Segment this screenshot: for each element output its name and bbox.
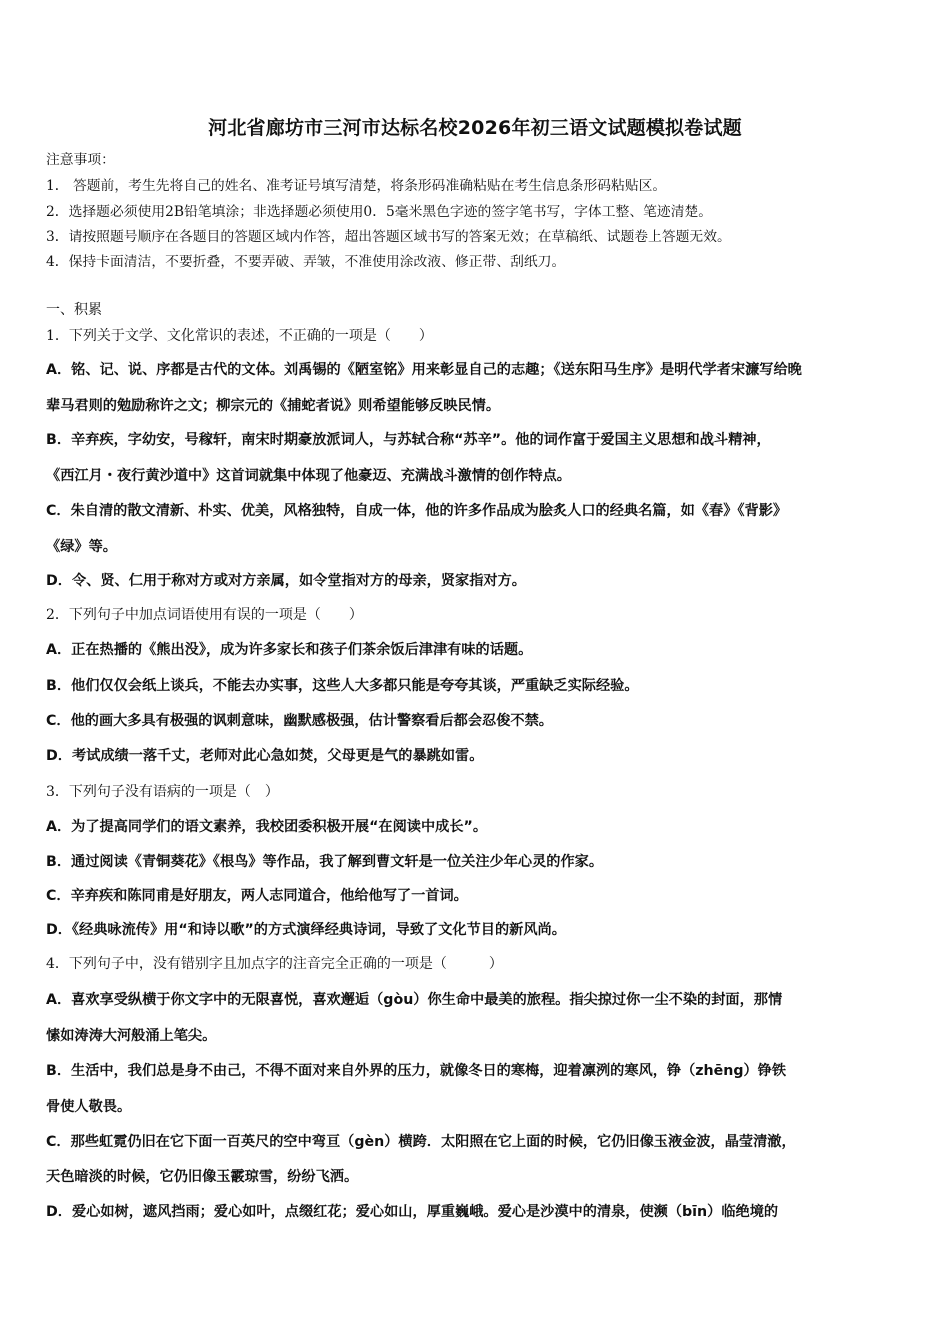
q3-option-d: D．《经典咏流传》用“和诗以歌”的方式演绎经典诗词，导致了文化节目的新风尚。 bbox=[46, 922, 566, 938]
q2-option-a: A．正在热播的《熊出没》，成为许多家长和孩子们茶余饭后津津有味的话题。 bbox=[46, 642, 533, 658]
q1-option-c-line2: 《绿》等。 bbox=[46, 539, 117, 555]
q1-option-a-line1: A．铭、记、说、序都是古代的文体。刘禹锡的《陋室铭》用来彰显自己的志趣；《送东阳马生序》是明代学者宋濂写给晚 bbox=[46, 362, 802, 378]
notice-item-1: 1． 答题前，考生先将自己的姓名、准考证号填写清楚，将条形码准确粘贴在考生信息条形码粘贴区。 bbox=[46, 178, 667, 194]
notice-item-2: 2．选择题必须使用2B铅笔填涂；非选择题必须使用0．5毫米黑色字迹的签字笔书写，字体工整、笔迹清楚。 bbox=[46, 204, 713, 220]
q1-option-b-line1: B．辛弃疾，字幼安，号稼轩，南宋时期豪放派词人，与苏轼合称“苏辛”。他的词作富于爱国主义思想和战斗精神， bbox=[46, 432, 771, 448]
notice-item-4: 4．保持卡面清洁，不要折叠，不要弄破、弄皱，不准使用涂改液、修正带、刮纸刀。 bbox=[46, 254, 566, 270]
q4-option-a-line2: 愫如涛涛大河般涌上笔尖。 bbox=[46, 1028, 217, 1044]
q1-option-b-line2: 《西江月・夜行黄沙道中》这首词就集中体现了他豪迈、充满战斗激情的创作特点。 bbox=[46, 468, 571, 484]
q2-option-d: D．考试成绩一落千丈，老师对此心急如焚，父母更是气的暴跳如雷。 bbox=[46, 748, 484, 764]
notice-item-3: 3．请按照题号顺序在各题目的答题区域内作答，超出答题区域书写的答案无效；在草稿纸、试题卷上答题无效。 bbox=[46, 229, 731, 245]
q4-option-c-line1: C．那些虹霓仍旧在它下面一百英尺的空中弯亘（gèn）横跨．太阳照在它上面的时候，它仍旧像玉液金波，晶莹清澈， bbox=[46, 1134, 796, 1150]
q4-option-d-line1: D．爱心如树，遮风挡雨；爱心如叶，点缀红花；爱心如山，厚重巍峨。爱心是沙漠中的清泉，使濒（bīn）临绝境的 bbox=[46, 1204, 779, 1220]
q3-option-c: C．辛弃疾和陈同甫是好朋友，两人志同道合，他给他写了一首词。 bbox=[46, 888, 468, 904]
q3-option-b: B．通过阅读《青铜葵花》《根鸟》等作品，我了解到曹文轩是一位关注少年心灵的作家。 bbox=[46, 854, 604, 870]
q3-stem: 3．下列句子没有语病的一项是（ ） bbox=[46, 784, 279, 800]
q4-option-b-line2: 骨使人敬畏。 bbox=[46, 1099, 132, 1115]
q4-option-c-line2: 天色暗淡的时候，它仍旧像玉霰琼雪，纷纷飞洒。 bbox=[46, 1169, 359, 1185]
page-title: 河北省廊坊市三河市达标名校2026年初三语文试题模拟卷试题 bbox=[208, 117, 742, 139]
q4-option-b-line1: B．生活中，我们总是身不由己，不得不面对来自外界的压力，就像冬日的寒梅，迎着凛洌的寒风，铮（zhēng）铮铁 bbox=[46, 1063, 787, 1079]
q1-option-a-line2: 辈马君则的勉励称许之文；柳宗元的《捕蛇者说》则希望能够反映民情。 bbox=[46, 398, 501, 414]
q1-option-c-line1: C．朱自清的散文清新、朴实、优美，风格独特，自成一体，他的许多作品成为脍炙人口的经典名篇，如《春》《背影》 bbox=[46, 503, 788, 519]
q1-stem: 1．下列关于文学、文化常识的表述，不正确的一项是（ ） bbox=[46, 328, 433, 344]
notice-heading: 注意事项： bbox=[46, 152, 115, 168]
q4-stem: 4．下列句子中，没有错别字且加点字的注音完全正确的一项是（ ） bbox=[46, 956, 503, 972]
q2-stem: 2．下列句子中加点词语使用有误的一项是（ ） bbox=[46, 607, 363, 623]
q2-option-c: C．他的画大多具有极强的讽刺意味，幽默感极强，估计警察看后都会忍俊不禁。 bbox=[46, 713, 553, 729]
q3-option-a: A．为了提高同学们的语文素养，我校团委积极开展“在阅读中成长”。 bbox=[46, 819, 488, 835]
q2-option-b: B．他们仅仅会纸上谈兵，不能去办实事，这些人大多都只能是夸夸其谈，严重缺乏实际经验。 bbox=[46, 678, 639, 694]
q4-option-a-line1: A．喜欢享受纵横于你文字中的无限喜悦，喜欢邂逅（gòu）你生命中最美的旅程。指尖掠过你一尘不染的封面，那情 bbox=[46, 992, 783, 1008]
section-heading: 一、积累 bbox=[46, 302, 102, 318]
q1-option-d: D．令、贤、仁用于称对方或对方亲属，如令堂指对方的母亲，贤家指对方。 bbox=[46, 573, 526, 589]
